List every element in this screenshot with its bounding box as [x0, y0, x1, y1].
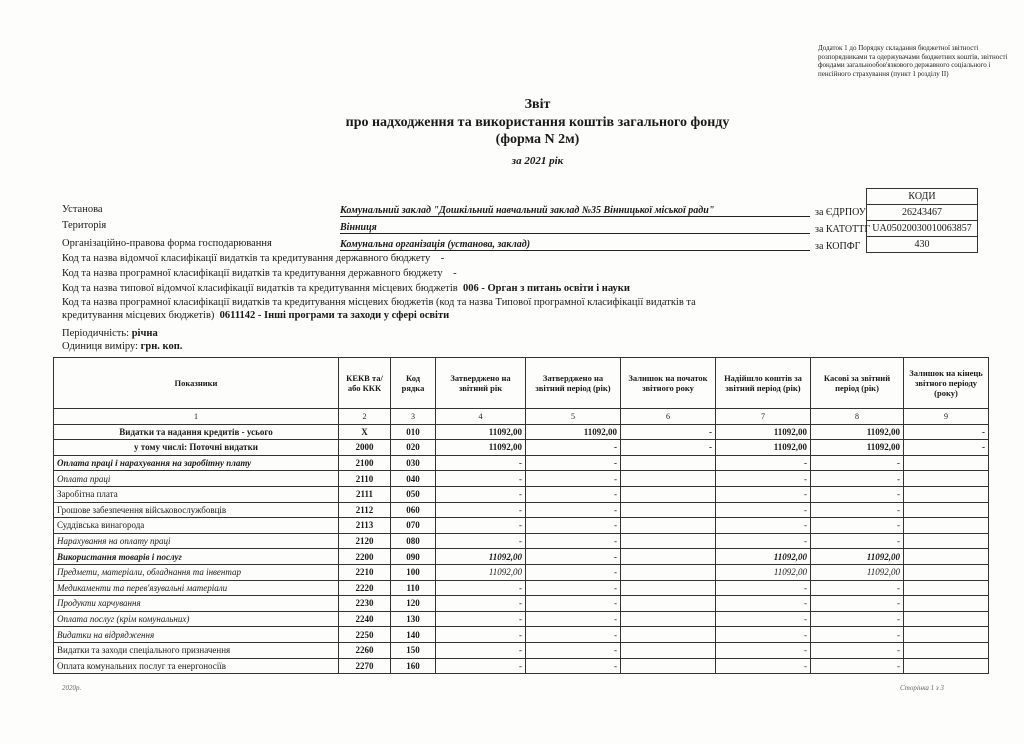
table-cell-c9	[904, 533, 989, 549]
table-cell-c7: -	[716, 486, 811, 502]
table-cell-name: Видатки на відрядження	[54, 627, 339, 643]
table-cell-c8: -	[811, 642, 904, 658]
table-row	[54, 518, 989, 534]
column-header: Показники	[54, 358, 339, 409]
table-cell-c9	[904, 518, 989, 534]
table-cell-name: Нарахування на оплату праці	[54, 533, 339, 549]
table-cell-c8: -	[811, 533, 904, 549]
table-cell-c6	[621, 611, 716, 627]
table-cell-c4: -	[436, 502, 526, 518]
table-cell-c9	[904, 502, 989, 518]
column-number: 2	[339, 409, 391, 425]
table-cell-c5: -	[526, 627, 621, 643]
table-cell-c5: -	[526, 658, 621, 674]
column-number: 6	[621, 409, 716, 425]
table-header-row	[54, 358, 989, 409]
table-cell-code: 040	[391, 471, 436, 487]
table-cell-c5: -	[526, 642, 621, 658]
table-row	[54, 611, 989, 627]
katottg-label: за КАТОТТГ	[815, 224, 871, 235]
table-cell-name: Медикаменти та перев'язувальні матеріали	[54, 580, 339, 596]
table-row	[54, 627, 989, 643]
local-code-line-1: Код та назва програмної класифікації видатків та кредитування місцевих бюджетів (код та назва Типової програмної класифікації видатків та	[62, 297, 696, 308]
table-row	[54, 471, 989, 487]
periodicity: Періодичність: річна	[62, 328, 158, 339]
column-header: КЕКВ та/або ККК	[339, 358, 391, 409]
table-cell-c7: -	[716, 518, 811, 534]
table-row	[54, 549, 989, 565]
table-cell-c6	[621, 486, 716, 502]
table-cell-c9	[904, 642, 989, 658]
table-cell-c5: -	[526, 611, 621, 627]
territory-value: Вінниця	[340, 222, 810, 234]
table-cell-c6	[621, 471, 716, 487]
appendix-note: Додаток 1 до Порядку складання бюджетної звітності розпорядниками та одержувачами бюджетних коштів, звітності фондами загальнообов'язкового державного соціального і пенсійного страхування (пункт 1 розділу II)	[818, 44, 1008, 78]
table-cell-c7: -	[716, 658, 811, 674]
table-cell-kekv: 2210	[339, 564, 391, 580]
column-number: 1	[54, 409, 339, 425]
table-cell-c8: -	[811, 658, 904, 674]
table-cell-code: 100	[391, 564, 436, 580]
table-row	[54, 502, 989, 518]
column-number: 5	[526, 409, 621, 425]
table-cell-kekv: 2100	[339, 455, 391, 471]
legal-form-value: Комунальна організація (установа, заклад)	[340, 239, 810, 251]
table-cell-c9	[904, 455, 989, 471]
table-cell-c4: 11092,00	[436, 549, 526, 565]
kopfg-label: за КОПФГ	[815, 241, 861, 252]
table-cell-code: 010	[391, 424, 436, 440]
table-cell-c5: -	[526, 549, 621, 565]
program-code-line: Код та назва програмної класифікації видатків та кредитування державного бюджету -	[62, 268, 457, 279]
report-period: за 2021 рік	[511, 155, 564, 167]
column-number: 7	[716, 409, 811, 425]
table-cell-kekv: 2200	[339, 549, 391, 565]
table-row	[54, 642, 989, 658]
table-cell-code: 060	[391, 502, 436, 518]
table-cell-c7: 11092,00	[716, 549, 811, 565]
table-cell-c7: -	[716, 533, 811, 549]
table-cell-c5: -	[526, 533, 621, 549]
table-cell-c7: -	[716, 455, 811, 471]
table-cell-name: Оплата праці і нарахування на заробітну плату	[54, 455, 339, 471]
table-cell-c6	[621, 502, 716, 518]
table-cell-name: Заробітна плата	[54, 486, 339, 502]
table-cell-c9	[904, 596, 989, 612]
table-cell-c9	[904, 486, 989, 502]
table-cell-code: 160	[391, 658, 436, 674]
table-cell-c9	[904, 564, 989, 580]
form-number: (форма N 2м)	[495, 132, 580, 147]
table-cell-c4: 11092,00	[436, 440, 526, 456]
edrpou-label: за ЄДРПОУ	[815, 207, 866, 218]
table-cell-c4: -	[436, 658, 526, 674]
table-cell-c4: -	[436, 611, 526, 627]
table-row	[54, 424, 989, 440]
kopfg-code: 430	[867, 237, 978, 253]
column-number-row	[54, 409, 989, 425]
table-cell-kekv: X	[339, 424, 391, 440]
table-cell-code: 070	[391, 518, 436, 534]
table-cell-kekv: 2000	[339, 440, 391, 456]
table-row	[54, 658, 989, 674]
table-cell-name: у тому числі: Поточні видатки	[54, 440, 339, 456]
column-header: Затверджено на звітний рік	[436, 358, 526, 409]
table-cell-c5: 11092,00	[526, 424, 621, 440]
column-header: Затверджено на звітний період (рік)	[526, 358, 621, 409]
table-cell-kekv: 2230	[339, 596, 391, 612]
table-cell-code: 050	[391, 486, 436, 502]
table-cell-c6	[621, 658, 716, 674]
table-cell-c4: -	[436, 627, 526, 643]
table-cell-kekv: 2220	[339, 580, 391, 596]
table-cell-c7: 11092,00	[716, 440, 811, 456]
table-cell-name: Видатки та надання кредитів - усього	[54, 424, 339, 440]
table-cell-c7: -	[716, 502, 811, 518]
table-cell-c9	[904, 658, 989, 674]
table-row	[54, 596, 989, 612]
table-cell-c9: -	[904, 440, 989, 456]
edrpou-code: 26243467	[867, 205, 978, 221]
table-cell-c4: -	[436, 518, 526, 534]
report-subtitle: про надходження та використання коштів загального фонду	[345, 115, 730, 130]
katottg-code: UA05020030010063857	[867, 221, 978, 237]
table-cell-c6	[621, 642, 716, 658]
table-cell-c8: -	[811, 455, 904, 471]
table-cell-name: Грошове забезпечення військовослужбовців	[54, 502, 339, 518]
table-cell-c5: -	[526, 502, 621, 518]
institution-label: Установа	[62, 204, 103, 215]
dept-code-line: Код та назва відомчої класифікації видатків та кредитування державного бюджету -	[62, 253, 445, 264]
table-cell-name: Предмети, матеріали, обладнання та інвентар	[54, 564, 339, 580]
territory-label: Територія	[62, 220, 107, 231]
table-cell-kekv: 2250	[339, 627, 391, 643]
table-cell-c5: -	[526, 440, 621, 456]
table-cell-kekv: 2270	[339, 658, 391, 674]
table-cell-code: 110	[391, 580, 436, 596]
unit-of-measure: Одиниця виміру: грн. коп.	[62, 341, 183, 352]
table-cell-code: 080	[391, 533, 436, 549]
table-cell-kekv: 2111	[339, 486, 391, 502]
table-cell-c9	[904, 580, 989, 596]
local-code-line-2: кредитування місцевих бюджетів) 0611142 - Інші програми та заходи у сфері освіти	[62, 310, 450, 321]
report-title: Звіт	[524, 97, 551, 112]
column-header: Код рядка	[391, 358, 436, 409]
table-cell-c5: -	[526, 596, 621, 612]
table-cell-c5: -	[526, 455, 621, 471]
table-cell-kekv: 2113	[339, 518, 391, 534]
table-row	[54, 564, 989, 580]
table-cell-c6	[621, 580, 716, 596]
table-cell-code: 130	[391, 611, 436, 627]
table-cell-c9: -	[904, 424, 989, 440]
table-cell-code: 150	[391, 642, 436, 658]
table-cell-c4: -	[436, 642, 526, 658]
table-cell-c9	[904, 611, 989, 627]
table-cell-kekv: 2110	[339, 471, 391, 487]
table-cell-c6	[621, 549, 716, 565]
table-cell-name: Оплата комунальних послуг та енергоносіїв	[54, 658, 339, 674]
table-cell-c9	[904, 471, 989, 487]
institution-value: Комунальний заклад "Дошкільний навчальний заклад №35 Вінницької міської ради"	[340, 205, 810, 217]
table-cell-c7: -	[716, 471, 811, 487]
table-cell-c4: -	[436, 533, 526, 549]
column-header: Надійшло коштів за звітний період (рік)	[716, 358, 811, 409]
table-cell-c7: -	[716, 627, 811, 643]
table-cell-c5: -	[526, 564, 621, 580]
table-cell-name: Оплата праці	[54, 471, 339, 487]
column-header: Залишок на кінець звітного періоду (року)	[904, 358, 989, 409]
table-cell-c8: 11092,00	[811, 564, 904, 580]
column-number: 3	[391, 409, 436, 425]
table-cell-c4: 11092,00	[436, 424, 526, 440]
table-cell-c7: -	[716, 611, 811, 627]
table-cell-kekv: 2240	[339, 611, 391, 627]
table-cell-name: Продукти харчування	[54, 596, 339, 612]
table-row	[54, 440, 989, 456]
table-cell-code: 120	[391, 596, 436, 612]
table-cell-name: Суддівська винагорода	[54, 518, 339, 534]
table-cell-c8: 11092,00	[811, 440, 904, 456]
table-cell-c7: -	[716, 596, 811, 612]
column-header: Залишок на початок звітного року	[621, 358, 716, 409]
table-cell-c8: -	[811, 580, 904, 596]
table-row	[54, 455, 989, 471]
table-cell-c5: -	[526, 518, 621, 534]
footer-page: Сторінка 1 з 3	[900, 684, 944, 692]
table-cell-c7: -	[716, 580, 811, 596]
table-cell-c8: -	[811, 502, 904, 518]
column-number: 4	[436, 409, 526, 425]
table-cell-c4: -	[436, 455, 526, 471]
table-cell-c6: -	[621, 440, 716, 456]
table-cell-code: 140	[391, 627, 436, 643]
table-cell-name: Використання товарів і послуг	[54, 549, 339, 565]
table-cell-c4: -	[436, 580, 526, 596]
table-cell-c4: -	[436, 471, 526, 487]
table-cell-c4: 11092,00	[436, 564, 526, 580]
table-cell-c7: 11092,00	[716, 564, 811, 580]
table-cell-c8: -	[811, 486, 904, 502]
table-cell-c5: -	[526, 486, 621, 502]
column-number: 9	[904, 409, 989, 425]
table-cell-c6	[621, 455, 716, 471]
table-cell-c6: -	[621, 424, 716, 440]
table-cell-kekv: 2260	[339, 642, 391, 658]
column-header: Касові за звітний період (рік)	[811, 358, 904, 409]
column-number: 8	[811, 409, 904, 425]
table-cell-c8: 11092,00	[811, 424, 904, 440]
table-cell-c9	[904, 627, 989, 643]
table-row	[54, 580, 989, 596]
table-cell-c8: -	[811, 518, 904, 534]
table-cell-kekv: 2112	[339, 502, 391, 518]
footer-left: 2020р.	[62, 684, 82, 692]
table-cell-c7: 11092,00	[716, 424, 811, 440]
table-cell-c9	[904, 549, 989, 565]
table-cell-c4: -	[436, 486, 526, 502]
table-cell-kekv: 2120	[339, 533, 391, 549]
table-cell-c6	[621, 627, 716, 643]
codes-title: КОДИ	[867, 189, 978, 205]
legal-form-label: Організаційно-правова форма господарювання	[62, 238, 272, 249]
typical-code-line: Код та назва типової відомчої класифікації видатків та кредитування місцевих бюджетів 006 - Орган з питань освіти і науки	[62, 283, 630, 294]
table-cell-c8: -	[811, 611, 904, 627]
table-cell-c8: -	[811, 627, 904, 643]
table-cell-code: 020	[391, 440, 436, 456]
table-cell-c4: -	[436, 596, 526, 612]
table-cell-c5: -	[526, 471, 621, 487]
table-row	[54, 486, 989, 502]
table-cell-code: 090	[391, 549, 436, 565]
table-cell-c5: -	[526, 580, 621, 596]
report-table	[53, 357, 989, 674]
table-cell-code: 030	[391, 455, 436, 471]
table-cell-c7: -	[716, 642, 811, 658]
table-cell-name: Оплата послуг (крім комунальних)	[54, 611, 339, 627]
table-cell-c8: -	[811, 596, 904, 612]
table-row	[54, 533, 989, 549]
table-cell-c6	[621, 533, 716, 549]
table-cell-name: Видатки та заходи спеціального призначення	[54, 642, 339, 658]
codes-table	[866, 188, 978, 253]
table-cell-c8: -	[811, 471, 904, 487]
table-cell-c6	[621, 596, 716, 612]
table-cell-c6	[621, 518, 716, 534]
table-cell-c6	[621, 564, 716, 580]
table-cell-c8: 11092,00	[811, 549, 904, 565]
